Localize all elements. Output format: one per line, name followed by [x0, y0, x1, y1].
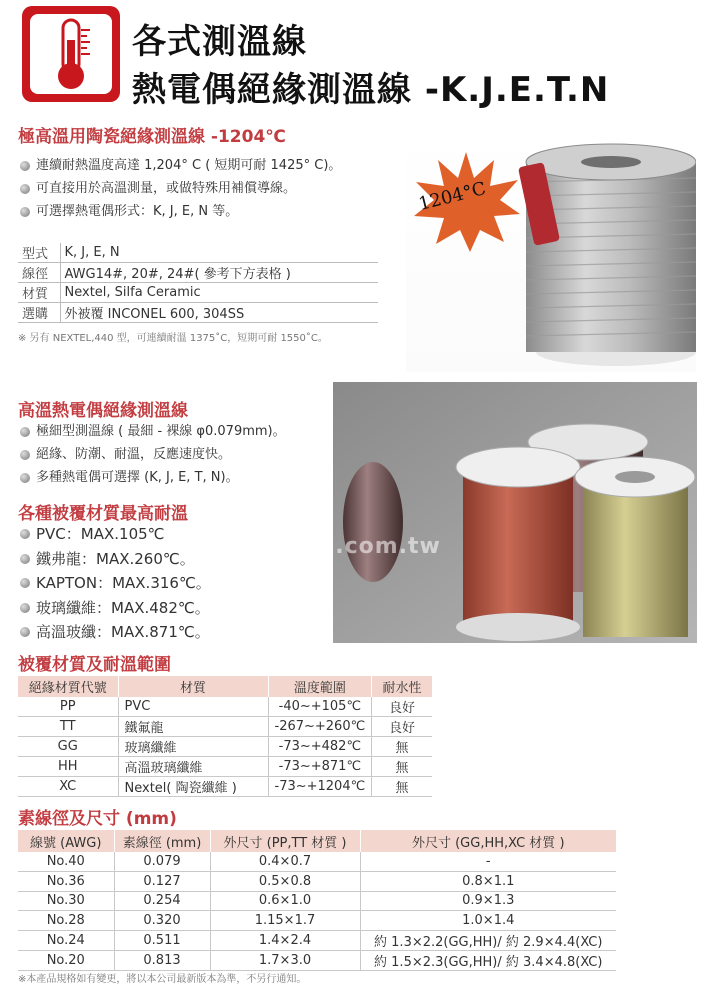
- list-item: 玻璃纖維：MAX.482℃。: [20, 596, 211, 621]
- list-item: KAPTON：MAX.316℃。: [20, 571, 211, 596]
- table-row: TT 鐵氟龍 -267~+260℃ 良好: [18, 717, 432, 737]
- bullet-icon: [20, 207, 30, 217]
- list-item: 高溫玻纖：MAX.871℃。: [20, 620, 211, 645]
- table-row: No.30 0.254 0.6×1.0 0.9×1.3: [18, 891, 616, 911]
- page-title: 各式測溫線: [132, 22, 307, 62]
- bullet-icon: [20, 529, 30, 539]
- list-item: 可直接用於高溫測量，或做特殊用補償導線。: [20, 177, 341, 200]
- list-item: 極細型測溫線 ( 最細 - 裸線 φ0.079mm)。: [20, 420, 286, 443]
- bullet-icon: [20, 184, 30, 194]
- spec-note: ※ 另有 NEXTEL,440 型，可連續耐溫 1375˚C，短期可耐 1550˚C。: [18, 333, 328, 344]
- table-row: No.36 0.127 0.5×0.8 0.8×1.1: [18, 872, 616, 892]
- watermark-text: wheins.com.tw: [242, 534, 441, 559]
- section-title-coating-max-temp: 各種被覆材質最高耐溫: [18, 504, 188, 524]
- bullet-icon: [20, 473, 30, 483]
- thermometer-logo: [22, 6, 120, 102]
- table-row: No.20 0.813 1.7×3.0 約 1.5×2.3(GG,HH)/ 約 3.4×4.8(XC): [18, 950, 616, 970]
- bullet-icon: [20, 554, 30, 564]
- insulation-table: [18, 676, 432, 797]
- section-title-ceramic: 極高溫用陶瓷絕緣測溫線 -1204℃: [18, 127, 286, 147]
- bullet-icon: [20, 603, 30, 613]
- insulated-wire-spools-photo: [333, 382, 697, 643]
- table-row: PP PVC -40~+105℃ 良好: [18, 697, 432, 717]
- thermometer-icon: [30, 14, 112, 94]
- table-row: 材質 Nextel, Silfa Ceramic: [18, 283, 378, 303]
- table-row: No.24 0.511 1.4×2.4 約 1.3×2.2(GG,HH)/ 約 2.9×4.4(XC): [18, 930, 616, 950]
- footer-note: ※本產品規格如有變更，將以本公司最新版本為準，不另行通知。: [18, 974, 307, 985]
- table-row: GG 玻璃纖維 -73~+482℃ 無: [18, 737, 432, 757]
- spec-table: [18, 243, 378, 323]
- coating-max-temp-list: [20, 522, 211, 645]
- bullet-icon: [20, 578, 30, 588]
- page-subtitle: 熱電偶絕緣測溫線 -K.J.E.T.N: [132, 70, 610, 110]
- bullet-icon: [20, 450, 30, 460]
- bullet-icon: [20, 627, 30, 637]
- table-row: HH 高溫玻璃纖維 -73~+871℃ 無: [18, 757, 432, 777]
- wire-size-table: [18, 830, 616, 971]
- section-title-thermocouple: 高溫熱電偶絕緣測溫線: [18, 401, 188, 421]
- bullet-icon: [20, 161, 30, 171]
- thermocouple-feature-list: [20, 420, 286, 489]
- table-row: 選購 外被覆 INCONEL 600, 304SS: [18, 303, 378, 323]
- table-header-row: 絕緣材質代號 材質 溫度範圍 耐水性: [18, 676, 432, 697]
- section-title-wire-size: 素線徑及尺寸 (mm): [18, 809, 177, 829]
- table-row: 線徑 AWG14#, 20#, 24#( 參考下方表格 ): [18, 263, 378, 283]
- list-item: 多種熱電偶可選擇 (K, J, E, T, N)。: [20, 466, 286, 489]
- list-item: 鐵弗龍：MAX.260℃。: [20, 547, 211, 572]
- table-row: XC Nextel( 陶瓷纖維 ) -73~+1204℃ 無: [18, 777, 432, 797]
- ceramic-feature-list: [20, 154, 341, 223]
- temperature-badge-label: 1204°C: [416, 178, 489, 215]
- list-item: 連續耐熱溫度高達 1,204° C ( 短期可耐 1425° C)。: [20, 154, 341, 177]
- table-header-row: 線號 (AWG) 素線徑 (mm) 外尺寸 (PP,TT 材質 ) 外尺寸 (GG,HH,XC 材質 ): [18, 830, 616, 852]
- list-item: 可選擇熱電偶形式：K, J, E, N 等。: [20, 200, 341, 223]
- table-row: No.28 0.320 1.15×1.7 1.0×1.4: [18, 911, 616, 931]
- table-row: 型式 K, J, E, N: [18, 243, 378, 263]
- list-item: 絕緣、防潮、耐溫，反應速度快。: [20, 443, 286, 466]
- bullet-icon: [20, 427, 30, 437]
- section-title-insulation: 被覆材質及耐溫範圍: [18, 655, 171, 675]
- table-row: No.40 0.079 0.4×0.7 -: [18, 852, 616, 872]
- list-item: PVC：MAX.105℃: [20, 522, 211, 547]
